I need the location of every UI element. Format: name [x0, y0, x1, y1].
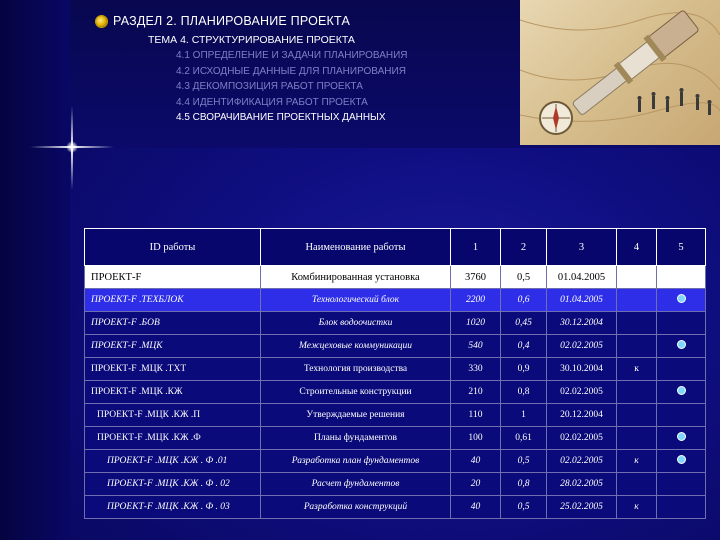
cell-name: Технологический блок — [261, 289, 451, 312]
header-col-5: 5 — [657, 229, 706, 266]
cell-c5 — [657, 404, 706, 427]
cell-name: Планы фундаментов — [261, 427, 451, 450]
cell-c1: 2200 — [451, 289, 501, 312]
cell-name: Комбинированная установка — [261, 266, 451, 289]
cell-c3: 02.02.2005 — [547, 427, 617, 450]
cell-name: Утверждаемые решения — [261, 404, 451, 427]
cell-c1: 540 — [451, 335, 501, 358]
project-data-table — [84, 228, 705, 510]
cell-c3: 28.02.2005 — [547, 473, 617, 496]
status-dot-icon — [677, 386, 686, 395]
cell-c1: 210 — [451, 381, 501, 404]
cell-c4 — [617, 266, 657, 289]
cell-c5 — [657, 335, 706, 358]
cell-c4 — [617, 381, 657, 404]
cell-c2: 0,4 — [501, 335, 547, 358]
subitem-4-5-active[interactable]: 4.5 СВОРАЧИВАНИЕ ПРОЕКТНЫХ ДАННЫХ — [176, 112, 386, 123]
cell-id: ПРОЕКТ-F .БОВ — [85, 312, 261, 335]
cell-c3: 25.02.2005 — [547, 496, 617, 519]
subitem-4-3[interactable]: 4.3 ДЕКОМПОЗИЦИЯ РАБОТ ПРОЕКТА — [176, 81, 363, 92]
cell-c2: 0,8 — [501, 473, 547, 496]
cell-c2: 1 — [501, 404, 547, 427]
cell-c1: 40 — [451, 496, 501, 519]
cell-c4: к — [617, 450, 657, 473]
cell-name: Разработка конструкций — [261, 496, 451, 519]
cell-id: ПРОЕКТ-F — [85, 266, 261, 289]
cell-c5 — [657, 312, 706, 335]
cell-c2: 0,6 — [501, 289, 547, 312]
cell-c1: 20 — [451, 473, 501, 496]
status-dot-icon — [677, 294, 686, 303]
cell-c2: 0,8 — [501, 381, 547, 404]
header-col-3: 3 — [547, 229, 617, 266]
cell-c2: 0,5 — [501, 450, 547, 473]
cell-c1: 110 — [451, 404, 501, 427]
status-dot-icon — [677, 432, 686, 441]
cell-id: ПРОЕКТ-F .МЦК — [85, 335, 261, 358]
cell-c4 — [617, 404, 657, 427]
table-row[interactable] — [85, 381, 706, 404]
table-row[interactable] — [85, 312, 706, 335]
bullet-icon — [96, 16, 107, 27]
left-band — [0, 0, 70, 540]
cell-c4 — [617, 335, 657, 358]
cell-c5 — [657, 450, 706, 473]
cell-id: ПРОЕКТ-F .ТЕХБЛОК — [85, 289, 261, 312]
cell-c5 — [657, 427, 706, 450]
cell-c5 — [657, 266, 706, 289]
header-id: ID работы — [85, 229, 261, 266]
table-row[interactable] — [85, 473, 706, 496]
table-row[interactable] — [85, 404, 706, 427]
header-col-4: 4 — [617, 229, 657, 266]
cell-id: ПРОЕКТ-F .МЦК .КЖ — [85, 381, 261, 404]
cell-c2: 0,5 — [501, 266, 547, 289]
cell-name: Строительные конструкции — [261, 381, 451, 404]
cell-c1: 330 — [451, 358, 501, 381]
cell-c1: 100 — [451, 427, 501, 450]
cell-c2: 0,9 — [501, 358, 547, 381]
table-row[interactable] — [85, 335, 706, 358]
cell-c3: 30.12.2004 — [547, 312, 617, 335]
status-dot-icon — [677, 340, 686, 349]
cell-c3: 01.04.2005 — [547, 289, 617, 312]
cell-c3: 02.02.2005 — [547, 450, 617, 473]
cell-name: Блок водоочистки — [261, 312, 451, 335]
cell-c5 — [657, 381, 706, 404]
cell-c5 — [657, 358, 706, 381]
cell-id: ПРОЕКТ-F .МЦК .КЖ . Ф . 03 — [85, 496, 261, 519]
cell-id: ПРОЕКТ-F .МЦК .КЖ . Ф . 02 — [85, 473, 261, 496]
table-row[interactable] — [85, 427, 706, 450]
subitem-4-2[interactable]: 4.2 ИСХОДНЫЕ ДАННЫЕ ДЛЯ ПЛАНИРОВАНИЯ — [176, 65, 406, 77]
cell-c3: 20.12.2004 — [547, 404, 617, 427]
cell-c5 — [657, 289, 706, 312]
section-heading — [96, 14, 350, 28]
cell-c4: к — [617, 496, 657, 519]
cell-id: ПРОЕКТ-F .МЦК .КЖ .П — [85, 404, 261, 427]
cell-c3: 02.02.2005 — [547, 335, 617, 358]
cell-name: Межцеховые коммуникации — [261, 335, 451, 358]
cell-c3: 30.10.2004 — [547, 358, 617, 381]
cell-c1: 1020 — [451, 312, 501, 335]
table-row[interactable] — [85, 496, 706, 519]
table-row[interactable] — [85, 450, 706, 473]
cell-c4: к — [617, 358, 657, 381]
telescope-icon — [520, 0, 720, 145]
cell-id: ПРОЕКТ-F .МЦК .КЖ .Ф — [85, 427, 261, 450]
cell-name: Разработка план фундаментов — [261, 450, 451, 473]
cell-c1: 3760 — [451, 266, 501, 289]
cell-c5 — [657, 496, 706, 519]
cell-c4 — [617, 289, 657, 312]
cell-id: ПРОЕКТ-F .МЦК .КЖ . Ф .01 — [85, 450, 261, 473]
cell-c1: 40 — [451, 450, 501, 473]
cell-c2: 0,61 — [501, 427, 547, 450]
subitem-4-1[interactable]: 4.1 ОПРЕДЕЛЕНИЕ И ЗАДАЧИ ПЛАНИРОВАНИЯ — [176, 50, 408, 61]
cell-c3: 02.02.2005 — [547, 381, 617, 404]
section-title: РАЗДЕЛ 2. ПЛАНИРОВАНИЕ ПРОЕКТА — [113, 14, 350, 28]
telescope-map-illustration — [520, 0, 720, 145]
table-row-selected[interactable] — [85, 289, 706, 312]
cell-name: Технология производства — [261, 358, 451, 381]
subitem-4-4[interactable]: 4.4 ИДЕНТИФИКАЦИЯ РАБОТ ПРОЕКТА — [176, 96, 368, 108]
topic-subitems — [176, 48, 408, 126]
cell-c4 — [617, 473, 657, 496]
table-header-row — [85, 229, 706, 266]
topic-title: ТЕМА 4. СТРУКТУРИРОВАНИЕ ПРОЕКТА — [148, 34, 355, 46]
cell-c4 — [617, 312, 657, 335]
cell-c5 — [657, 473, 706, 496]
cell-c2: 0,5 — [501, 496, 547, 519]
header-col-1: 1 — [451, 229, 501, 266]
header-col-2: 2 — [501, 229, 547, 266]
cell-c4 — [617, 427, 657, 450]
header-name: Наименование работы — [261, 229, 451, 266]
table-row[interactable] — [85, 266, 706, 289]
cell-c3: 01.04.2005 — [547, 266, 617, 289]
sparkle-icon — [66, 141, 78, 153]
cell-name: Расчет фундаментов — [261, 473, 451, 496]
cell-c2: 0,45 — [501, 312, 547, 335]
cell-id: ПРОЕКТ-F .МЦК .ТХТ — [85, 358, 261, 381]
status-dot-icon — [677, 455, 686, 464]
table-row[interactable] — [85, 358, 706, 381]
